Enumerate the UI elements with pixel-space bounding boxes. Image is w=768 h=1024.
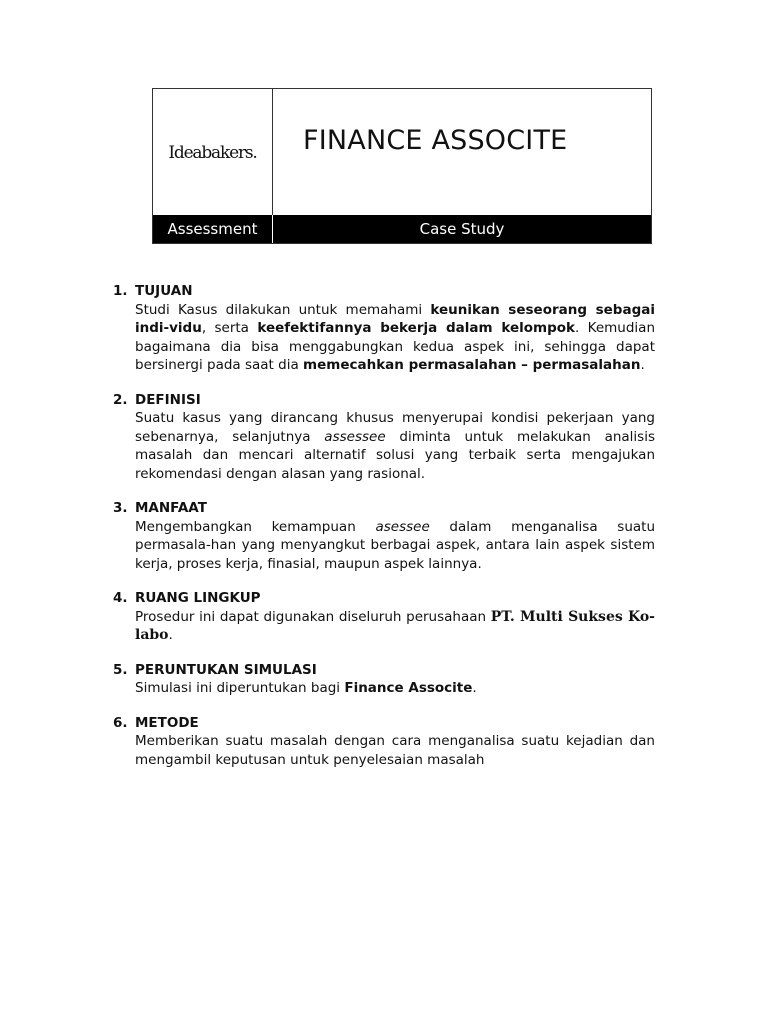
- body-text-run: Studi Kasus dilakukan untuk memahami: [135, 301, 431, 318]
- section-item: [113, 661, 655, 698]
- body-text-run: PT. Multi Sukses Ko-labo: [135, 608, 655, 643]
- body-text-run: Finance Associte: [344, 680, 473, 696]
- section-body: [135, 608, 655, 645]
- page-title: FINANCE ASSOCITE: [303, 125, 568, 156]
- section-item: [113, 589, 655, 645]
- body-text-run: Suatu kasus yang dirancang khusus menyerupai kondisi pekerjaan yang sebenarnya, selanjutnya: [135, 410, 655, 445]
- body-text-run: . Kemudian bagaimana dia bisa menggabungkan kedua aspek ini, sehingga dapat bersinergi pada saat dia: [135, 320, 655, 373]
- body-text-run: Mengembangkan kemampuan: [135, 518, 376, 535]
- section-heading: TUJUAN: [135, 283, 193, 299]
- header-bar: [153, 215, 651, 243]
- body-text-run: asessee: [375, 518, 430, 535]
- body-text-run: memecahkan permasalahan – permasalahan: [303, 357, 641, 373]
- section-item: [113, 499, 655, 573]
- case-study-label: Case Study: [419, 220, 505, 238]
- section-number: 6.: [113, 714, 128, 731]
- section-body: [135, 679, 655, 698]
- body-text-run: dalam menganalisa suatu permasala-han yang menyangkut berbagai aspek, antara lain aspek sistem kerja, proses kerja, finasial, maupun aspek lainnya.: [135, 518, 656, 572]
- section-body: [135, 518, 655, 574]
- section-number: 1.: [113, 283, 128, 299]
- body-text-run: .: [472, 680, 477, 696]
- body-text-run: keunikan seseorang sebagai indi-vidu: [135, 301, 655, 336]
- section-heading: PERUNTUKAN SIMULASI: [135, 661, 317, 678]
- title-cell: [273, 89, 651, 215]
- section-body: [135, 732, 655, 769]
- body-text-run: Memberikan suatu masalah dengan cara menganalisa suatu kejadian dan mengambil keputusan untuk penyelesaian masalah: [135, 733, 655, 768]
- company-logo: Ideabakers.: [168, 143, 257, 163]
- body-text-run: Prosedur ini dapat digunakan diseluruh perusahaan: [135, 608, 491, 625]
- section-item: [113, 714, 655, 770]
- body-text-run: Simulasi ini diperuntukan bagi: [135, 680, 345, 696]
- assessment-label: Assessment: [153, 215, 273, 243]
- section-list: [113, 282, 655, 785]
- body-text-run: assessee: [324, 428, 386, 445]
- body-text-run: keefektifannya bekerja dalam kelompok: [257, 320, 575, 336]
- document-header: [152, 88, 652, 244]
- section-item: [113, 391, 655, 484]
- section-number: 3.: [113, 500, 128, 516]
- section-body: [135, 409, 655, 483]
- body-text-run: diminta untuk melakukan analisis masalah dan mencari alternatif solusi yang terbaik serta mengajukan rekomendasi dengan alasan yang rasional.: [135, 428, 655, 482]
- body-text-run: .: [640, 357, 645, 373]
- section-body: [135, 301, 655, 375]
- body-text-run: .: [168, 627, 173, 643]
- section-heading: RUANG LINGKUP: [135, 590, 261, 606]
- section-heading: METODE: [135, 714, 199, 731]
- section-heading: MANFAAT: [135, 500, 207, 516]
- section-number: 5.: [113, 661, 128, 678]
- section-item: [113, 282, 655, 375]
- section-heading: DEFINISI: [135, 391, 201, 408]
- body-text-run: , serta: [201, 320, 258, 336]
- logo-cell: [153, 89, 273, 215]
- section-number: 4.: [113, 590, 128, 606]
- section-number: 2.: [113, 391, 128, 408]
